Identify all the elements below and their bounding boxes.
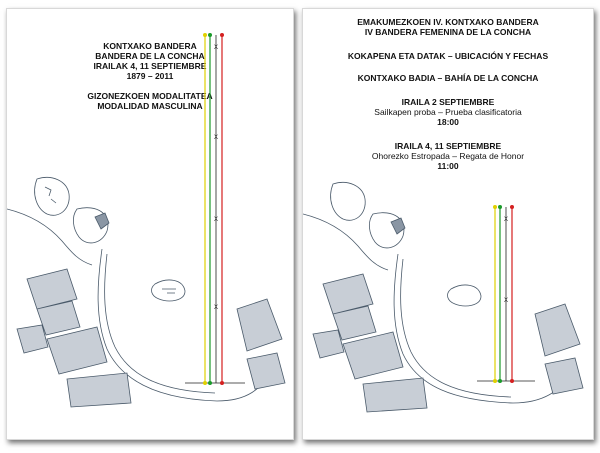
right-title-line-2: IV BANDERA FEMENINA DE LA CONCHA [364, 27, 532, 37]
right-title-line-1: EMAKUMEZKOEN IV. KONTXAKO BANDERA [357, 17, 539, 27]
left-page [6, 8, 294, 440]
left-title-line-3: IRAILAK 4, 11 SEPTIEMBRE [93, 61, 207, 71]
right-day1-time: 18:00 [437, 117, 459, 127]
right-map-island [331, 182, 366, 220]
left-marker-4: X [214, 305, 219, 311]
left-map-island [35, 177, 70, 215]
right-day2-date: IRAILA 4, 11 SEPTIEMBRE [394, 141, 502, 151]
left-modality-line-2: MODALIDAD MASCULINA [97, 101, 203, 111]
right-day1-event: Sailkapen proba – Prueba clasificatoria [374, 107, 522, 117]
right-day2-event: Ohorezko Estropada – Regata de Honor [371, 151, 525, 161]
left-modality-line-1: GIZONEZKOEN MODALITATEA [87, 91, 213, 101]
right-buoys [493, 205, 514, 383]
right-bay-name: KONTXAKO BADIA – BAHÍA DE LA CONCHA [357, 73, 539, 83]
left-buoys [203, 33, 224, 385]
right-location-heading: KOKAPENA ETA DATAK – UBICACIÓN Y FECHAS [347, 51, 549, 61]
left-marker-1: X [214, 45, 219, 51]
left-bay-map [7, 9, 293, 439]
right-day2-time: 11:00 [437, 161, 459, 171]
left-title-line-1: KONTXAKO BANDERA [103, 41, 197, 51]
right-day1-date: IRAILA 2 SEPTIEMBRE [401, 97, 495, 107]
left-marker-3: X [214, 217, 219, 223]
right-page [302, 8, 594, 440]
right-marker-1: X [504, 217, 509, 223]
right-bay-map [303, 9, 593, 439]
right-marker-2: X [504, 298, 509, 304]
left-title-line-2: BANDERA DE LA CONCHA [95, 51, 205, 61]
left-marker-2: X [214, 135, 219, 141]
left-title-line-4: 1879 – 2011 [126, 71, 174, 81]
